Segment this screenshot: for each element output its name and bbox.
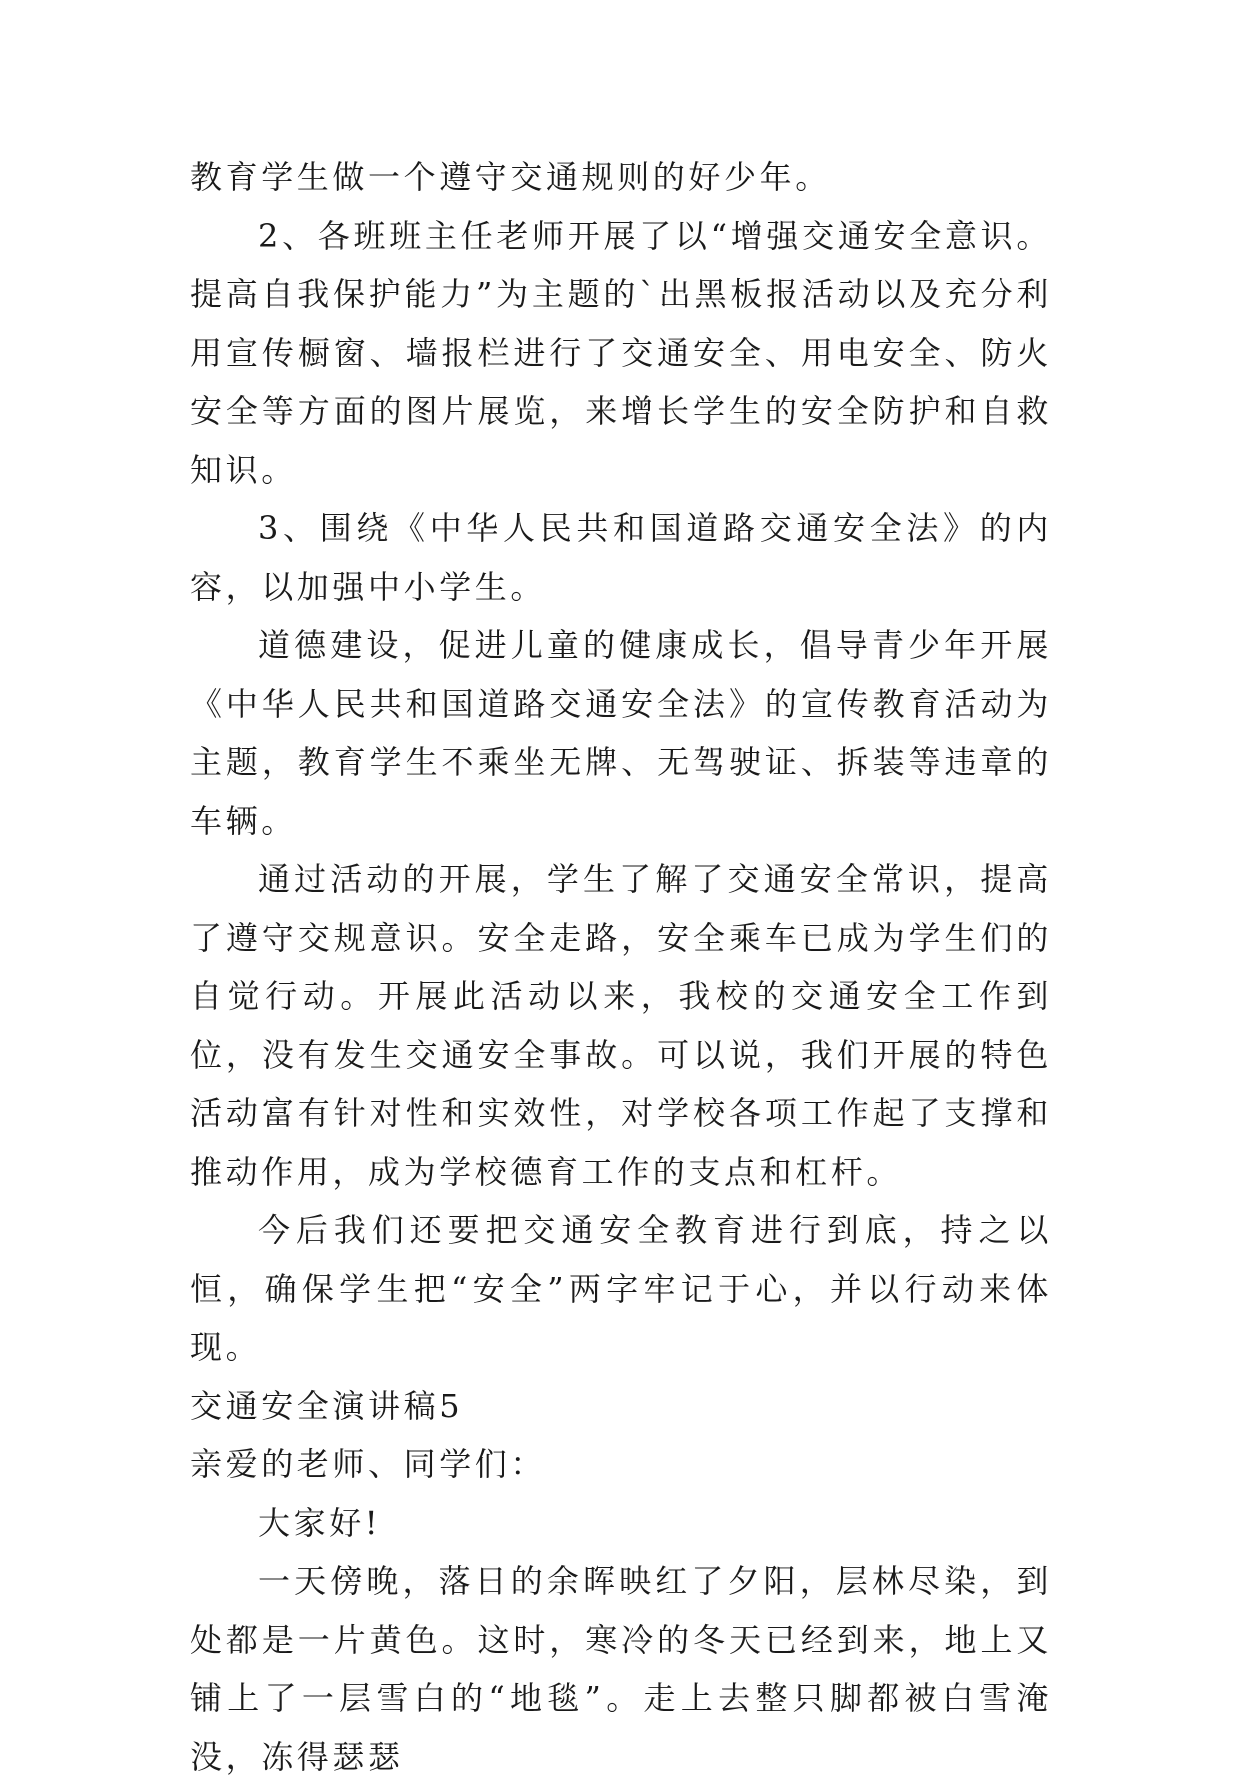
greeting: 大家好! [258, 1503, 382, 1542]
paragraph-moral-education: 道德建设，促进儿童的健康成长，倡导青少年开展《中华人民共和国道路交通安全法》的宣传教育活动为主题，教育学生不乘坐无牌、无驾驶证、拆装等违章的车辆。 [190, 626, 1052, 840]
paragraph-continuation: 教育学生做一个遵守交通规则的好少年。 [190, 158, 831, 196]
document-page [190, 148, 1052, 1786]
salutation: 亲爱的老师、同学们： [190, 1445, 547, 1483]
section-title: 交通安全演讲稿5 [190, 1386, 464, 1425]
paragraph-activity-results: 通过活动的开展，学生了解了交通安全常识，提高了遵守交规意识。安全走路，安全乘车已成为学生们的自觉行动。开展此活动以来，我校的交通安全工作到位，没有发生交通安全事故。可以说，我们开展的特色活动富有针对性和实效性，对学校各项工作起了支撑和推动作用，成为学校德育工作的支点和杠杆。 [190, 860, 1052, 1191]
paragraph-item-3: 3、围绕《中华人民共和国道路交通安全法》的内容，以加强中小学生。 [190, 509, 1052, 606]
paragraph-item-2: 2、各班班主任老师开展了以“增强交通安全意识。提高自我保护能力”为主题的`出黑板报活动以及充分利用宣传橱窗、墙报栏进行了交通安全、用电安全、防火安全等方面的图片展览，来增长学生的安全防护和自救知识。 [190, 216, 1052, 489]
paragraph-story: 一天傍晚，落日的余晖映红了夕阳，层林尽染，到处都是一片黄色。这时，寒冷的冬天已经到来，地上又铺上了一层雪白的“地毯”。走上去整只脚都被白雪淹没，冻得瑟瑟 [190, 1562, 1052, 1776]
paragraph-future-plan: 今后我们还要把交通安全教育进行到底，持之以恒，确保学生把“安全”两字牢记于心，并以行动来体现。 [190, 1211, 1052, 1366]
